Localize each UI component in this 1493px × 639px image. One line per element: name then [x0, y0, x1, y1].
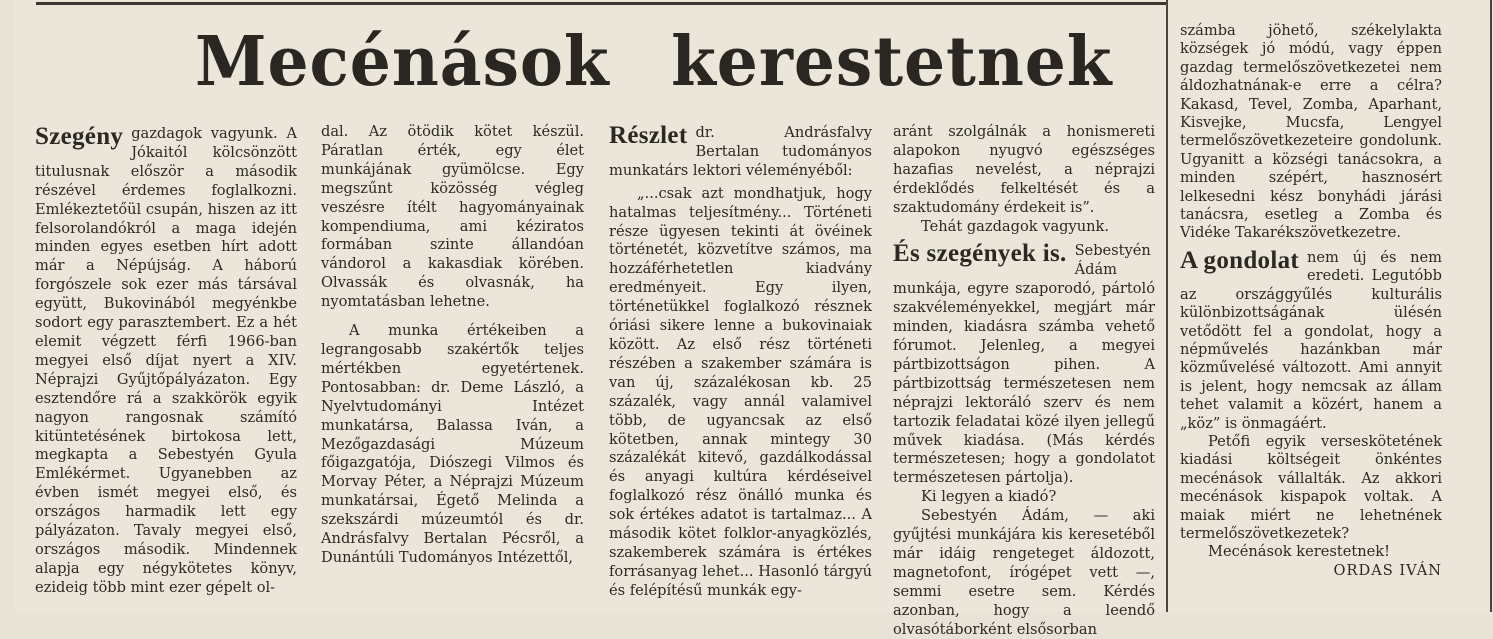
- paragraph: dr. Andrásfalvy Bertalan tudományos munkatárs lektori véleményéből:: [609, 124, 872, 179]
- lead-phrase-es-szegenyek: És szegények is.: [893, 240, 1067, 268]
- column-rule: [1166, 0, 1168, 612]
- lead-word-reszlet: Részlet: [609, 122, 688, 149]
- paragraph: Petőfi egyik verseskötetének kiadási költségeit önkéntes mecénások vállalták. Az akkori mecénások kispapok voltak. A maiak miért ne lehetnének termelőszövetkezetek?: [1180, 432, 1442, 542]
- right-edge-rule: [1490, 0, 1492, 612]
- paragraph: A munka értékeiben a legrangosabb szakértők teljes mértékben egyetértenek. Pontosabban: dr. Deme László, a Nyelvtudományi Intézet munkatársa, Balassa Iván, a Mezőgazdasági Múzeum főigazgatója, Diószegi Vilmos és Morvay Péter, a Néprajzi Múzeum munkatársai, Égető Melinda a szekszárdi múzeumtól és dr. Andrásfalvy Bertalan Pécsről, a Dunántúli Tudományos Intézettől,: [321, 322, 584, 566]
- column-2: [321, 123, 584, 568]
- paragraph: aránt szolgálnák a honismereti alapokon nyugvó egészséges hazafias nevelést, a néprajzi érdeklődés felkeltését és a szaktudomány érdekeit is”.: [893, 123, 1155, 216]
- column-1: [35, 125, 297, 598]
- paragraph: dal. Az ötödik kötet készül. Páratlan érték, egy élet munkájának gyümölcse. Egy megszűnt közösség végleg veszésre ítélt hagyományainak kompendiuma, ami kéziratos formában szinte állandóan vándorol a kakasdiak körében. Olvassák és olvasnák, ha nyomtatásban lehetne.: [321, 123, 584, 311]
- column-1-text: gazdagok vagyunk. A Jókaitól kölcsönzött titulusnak először a második részével érdemes foglalkozni. Emlékeztetőül csupán, hiszen az itt felsorolandókról a maga idején minden egyes esetben hírt adott már a Népújság. A háború forgószele sok ezer más társával együtt, Bukovinából megyénkbe sodort egy parasztembert. Ez a hét elemit végzett férfi 1966-ban megyei első díjat nyert a XIV. Néprajzi Gyűjtőpályázaton. Egy esztendőre rá a szakkörök egyik nagyon rangosnak számító kitüntetésének birtokosa lett, megkapta a Sebestyén Gyula Emlékérmet. Ugyanebben az évben ismét megyei első, és országos harmadik lett egy pályázaton. Tavaly megyei első, országos második. Mindennek alapja egy négykötetes könyv, ezideig több mint ezer gépelt ol-: [35, 125, 297, 596]
- paragraph: Sebestyén Ádám, — aki gyűjtési munkájára kis keresetéből már idáig rengeteget áldozott, magnetofont, írógépet vett —, semmi esetre sem. Kérdés azonban, hogy a leendő olvasótáborként elsősorban: [893, 507, 1155, 638]
- lead-phrase-a-gondolat: A gondolat: [1180, 246, 1300, 274]
- column-3: [609, 124, 872, 601]
- column-4: [893, 123, 1155, 639]
- paragraph: Sebestyén Ádám munkája, egyre szaporodó, pártoló szakvéleményekkel, megjárt már minden, kiadásra számba vehető fórumot. Jelenleg, a megyei pártbizottságon pihen. A pártbizottság természetesen nem néprajzi lektoráló szerv és nem tartozik feladatai közé ilyen jellegű művek kiadása. (Más kérdés természetesen; hogy a gondolatot természetesen pártolja).: [893, 242, 1155, 487]
- top-rule: [36, 2, 1166, 5]
- author-signature: ORDAS IVÁN: [1333, 561, 1442, 579]
- paragraph: nem új és nem eredeti. Legutóbb az országgyűlés kulturális különbizottságának ülésén vetődött fel a gondolat, hogy a népművelés hazánkban már közművelésé változott. Ami annyit is jelent, hogy nemcsak az állam tehet valamit a közért, hanem a „köz” is önmagáért.: [1180, 248, 1442, 432]
- quote-paragraph: „...csak azt mondhatjuk, hogy hatalmas teljesítmény... Történeti része ügyesen tekinti át övéinek történetét, közvetítve számos, ma hozzáférhetetlen kiadvány eredményeit. Egy ilyen, történetükkel foglalkozó résznek óriási sikere lenne a bukovinaiak között. Az első rész történeti részében a szakember számára is van új, százalékosan kb. 25 százalék, vagy annál valamivel több, de ugyancsak az első kötetben, annak mintegy 30 százalékát kitevő, gazdálkodással és anyagi kultúra kérdéseivel foglalkozó rész önálló munka és sok értékes adatot is tartalmaz... A második kötet folklor-anyagközlés, szakemberek számára is értékes forrásanyag lehet... Hasonló tárgyú és felépítésű munkák egy-: [609, 184, 872, 599]
- article-headline: Mecénások kerestetnek: [195, 22, 1113, 102]
- closing-line: Mecénások kerestetnek!: [1208, 543, 1390, 561]
- lead-word-szegeny: Szegény: [35, 123, 124, 150]
- column-5: [1180, 22, 1442, 580]
- paragraph: számba jöhető, székelylakta községek jó módú, vagy éppen gazdag termelőszövetkezetei nem áldozhatnának-e erre a célra? Kakasd, Tevel, Zomba, Aparhant, Kisvejke, Mucsfa, Lengyel termelőszövetkezeteire gondolunk. Ugyanitt a községi tanácsokra, a minden szépért, hasznosért lelkesedni kész bonyhádi járási tanácsra, esetleg a Zomba és Vidéke Takarékszövetkezetre.: [1180, 22, 1442, 242]
- paragraph: Ki legyen a kiadó?: [921, 488, 1057, 506]
- paragraph: Tehát gazdagok vagyunk.: [921, 217, 1110, 235]
